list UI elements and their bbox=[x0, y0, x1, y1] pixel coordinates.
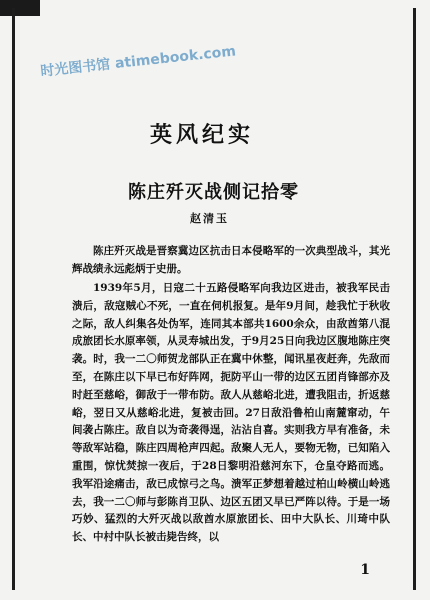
paragraph-main: 1939年5月，日寇二十五路侵略军向我边区进击，被我军民击溃后，敌寇贼心不死，一直在伺机报复。是年9月间，趁我忙于秋收之际，敌人纠集各处伪军，连同其本部共1600余众，由敌酋第八混成旅团长水原率领，从灵寿城出发，于9月25日向我边区腹地陈庄突袭。时，我一二〇师贺龙部队正在冀中休整，闻讯星夜赶奔，先敌而至，在陈庄以下早已布好阵网，扼防平山一带的边区五团肖锋部亦及时赶至慈峪，御敌于一带布防。敌人从慈峪北进，遭我阻击，折返慈峪，翌日又从慈峪北进，复被击回。27日敌沿鲁柏山南麓窜动，午间袭占陈庄。敌自以为奇袭得逞，沾沾自喜。实则我方早有准备，未等敌军站稳，陈庄四周枪声四起。敌聚人无人，要物无物，已知陷入重围，惊忧焚掠一夜后，于28日黎明沿慈河东下，仓皇夺路而逃。我军沿途痛击，敌已成惊弓之鸟。溃军正梦想着越过柏山岭横山岭逃去，我一二〇师与彭陈肖卫队、边区五团又早已严阵以待。于是一场巧妙、猛烈的大歼灭战以敌酋水原旅团长、田中大队长、川琦中队长、中村中队长被击毙告终，以 bbox=[72, 282, 390, 544]
section-title: 英风纪实 bbox=[150, 122, 255, 148]
watermark: 时光图书馆 atimebook.com bbox=[39, 43, 237, 80]
author-name: 赵清玉 bbox=[190, 212, 229, 225]
paragraph-intro: 陈庄歼灭战是晋察冀边区抗击日本侵略军的一次典型战斗，其光辉战绩永远彪炳于史册。 bbox=[72, 245, 390, 275]
scan-right-edge bbox=[413, 8, 416, 590]
article-title: 陈庄歼灭战侧记拾零 bbox=[128, 182, 299, 203]
scan-corner-mark bbox=[0, 0, 40, 16]
page-number: 1 bbox=[360, 562, 370, 578]
scan-left-edge bbox=[12, 8, 15, 590]
